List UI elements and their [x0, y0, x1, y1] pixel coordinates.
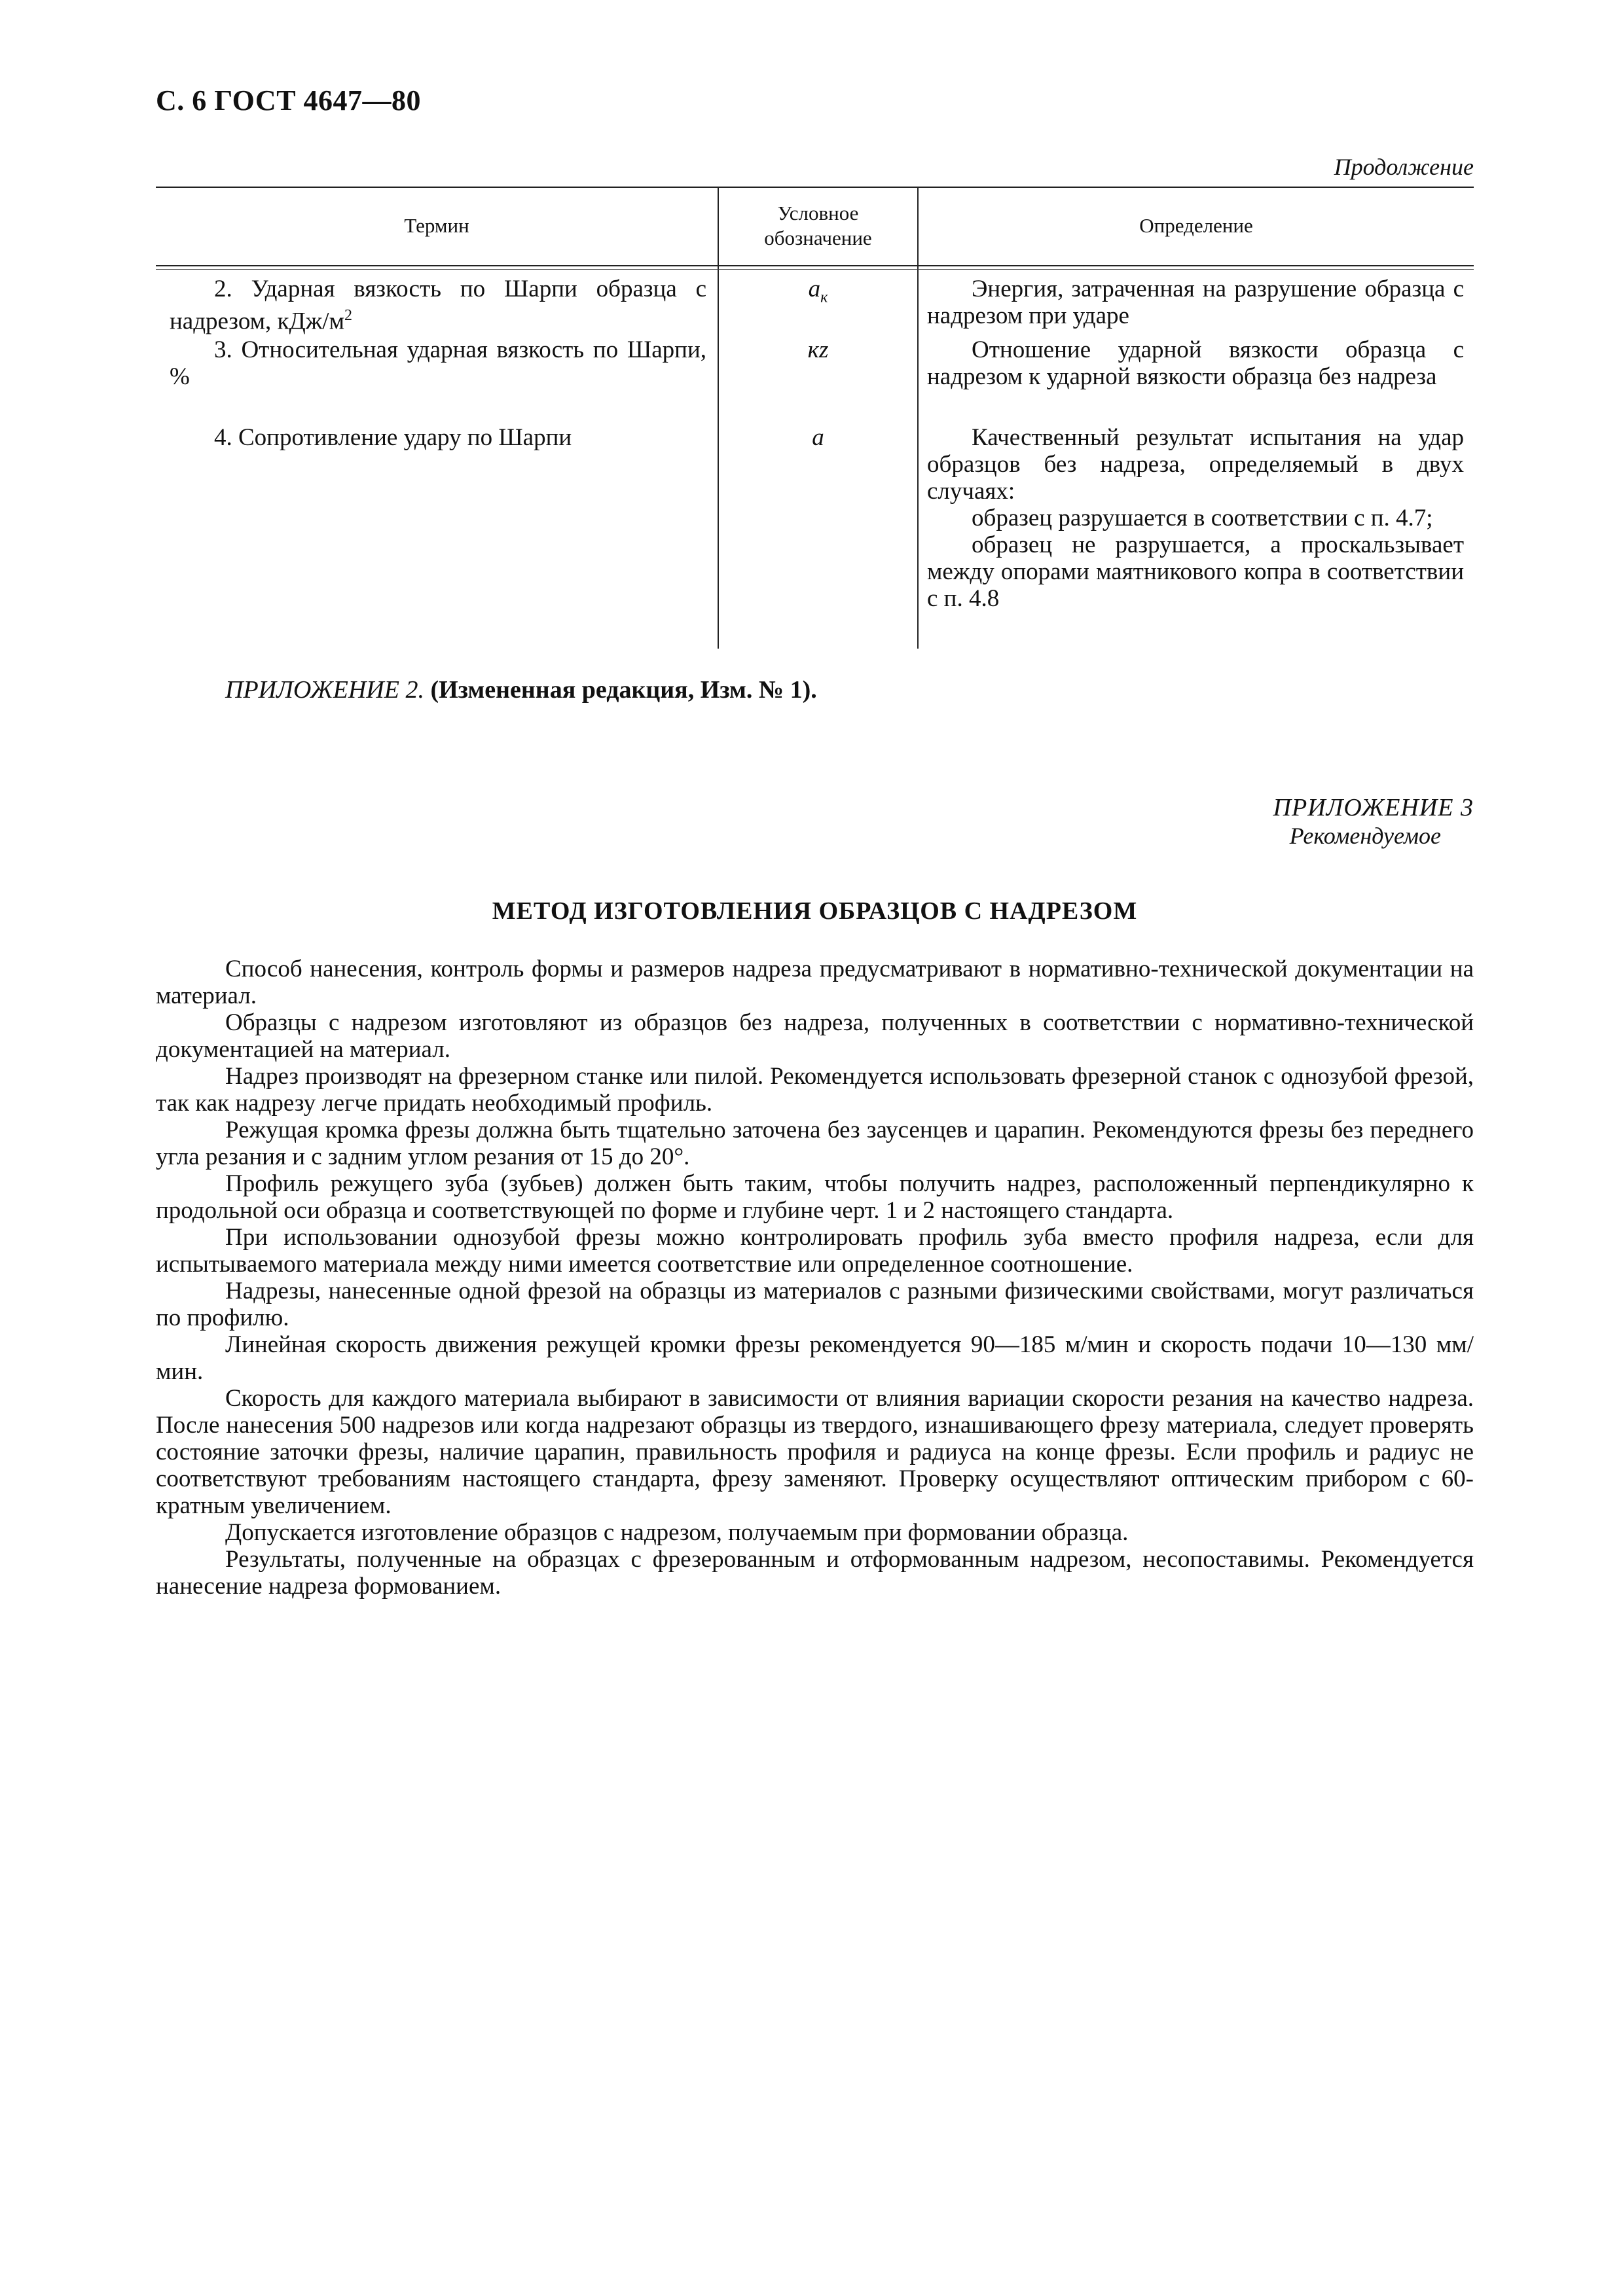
body-paragraph: При использовании однозубой фрезы можно контролировать профиль зуба вместо профиля надреза, если для испытываемого материала между ними имеется соответствие или определенное соотношение. — [156, 1224, 1474, 1278]
term-superscript: 2 — [344, 307, 353, 324]
table-row-definition — [927, 336, 1464, 390]
term-text: 2. Ударная вязкость по Шарпи образца с надрезом, кДж/м — [170, 276, 706, 335]
body-paragraph: Результаты, полученные на образцах с фрезерованным и отформованным надрезом, несопоставимы. Рекомендуется нанесение надреза формованием. — [156, 1546, 1474, 1600]
table-row-term — [170, 336, 706, 390]
body-paragraph: Надрез производят на фрезерном станке или пилой. Рекомендуется использовать фрезерной станок с однозубой фрезой, так как надрезу легче придать необходимый профиль. — [156, 1063, 1474, 1117]
term-text: 3. Относительная ударная вязкость по Шарпи, % — [170, 336, 706, 390]
term-text: 4. Сопротивление удару по Шарпи — [214, 424, 572, 451]
body-paragraph: Образцы с надрезом изготовляют из образцов без надреза, полученных в соответствии с нормативно-технической документацией на материал. — [156, 1009, 1474, 1063]
body-paragraph: Способ нанесения, контроль формы и размеров надреза предусматривают в нормативно-технической документации на материал. — [156, 956, 1474, 1009]
body-paragraph: Скорость для каждого материала выбирают в зависимости от влияния вариации скорости резания на качество надреза. После нанесения 500 надрезов или когда надрезают образцы из твердого, изнашивающего фрезу материала, следует проверять состояние заточки фрезы, наличие царапин, правильность профиля и радиуса на конце фрезы. Если профиль и радиус не соответствуют требованиям настоящего стандарта, фрезу заменяют. Проверку осуществляют оптическим прибором с 60-кратным увеличением. — [156, 1385, 1474, 1519]
annex3-title: ПРИЛОЖЕНИЕ 3 — [1273, 794, 1474, 821]
symbol-subscript: к — [820, 289, 828, 306]
table-header-symbol-text: Условное обозначение — [764, 202, 872, 249]
annex3-subtitle: Рекомендуемое — [1289, 823, 1441, 849]
continuation-label: Продолжение — [1334, 154, 1474, 180]
table-row-term — [170, 424, 706, 451]
table-row-symbol: a — [812, 424, 824, 451]
table-header-rule-double — [156, 269, 1474, 270]
table-header-symbol — [719, 187, 917, 265]
body-paragraph: Надрезы, нанесенные одной фрезой на образцы из материалов с разными физическими свойствами, могут различаться по профилю. — [156, 1278, 1474, 1331]
annex2-note-text: (Измененная редакция, Изм. № 1). — [430, 676, 817, 704]
section-heading: МЕТОД ИЗГОТОВЛЕНИЯ ОБРАЗЦОВ С НАДРЕЗОМ — [492, 897, 1138, 925]
table-header-rule — [156, 265, 1474, 266]
body-paragraph: Режущая кромка фрезы должна быть тщательно заточена без заусенцев и царапин. Рекомендуются фрезы без переднего угла резания и с задним углом резания от 15 до 20°. — [156, 1117, 1474, 1170]
body-paragraph: Профиль режущего зуба (зубьев) должен быть таким, чтобы получить надрез, расположенный перпендикулярно к продольной оси образца и соответствующей по форме и глубине черт. 1 и 2 настоящего стандарта. — [156, 1170, 1474, 1224]
body-paragraph: Допускается изготовление образцов с надрезом, получаемым при формовании образца. — [225, 1519, 1129, 1546]
symbol-base: a — [808, 276, 821, 302]
section-body — [156, 956, 1474, 1600]
table-header-definition: Определение — [1139, 214, 1253, 237]
definition-text: Качественный результат испытания на удар образцов без надреза, определяемый в двух случаях: — [927, 424, 1464, 505]
definition-text: Отношение ударной вязкости образца с надрезом к ударной вязкости образца без надреза — [927, 336, 1464, 390]
table-header-term: Термин — [404, 214, 469, 237]
terms-table — [156, 187, 1474, 649]
annex2-amendment-note — [225, 675, 817, 704]
table-row-symbol — [719, 276, 917, 311]
definition-text: образец не разрушается, а проскальзывает между опорами маятникового копра в соответствии с п. 4.8 — [927, 531, 1464, 612]
table-row-symbol: кz — [807, 336, 829, 363]
body-paragraph: Линейная скорость движения режущей кромки фрезы рекомендуется 90—185 м/мин и скорость подачи 10—130 мм/мин. — [156, 1331, 1474, 1385]
running-header: С. 6 ГОСТ 4647—80 — [156, 84, 422, 117]
table-row-definition — [927, 424, 1464, 612]
annex2-note-label: ПРИЛОЖЕНИЕ 2. — [225, 676, 424, 704]
table-row-definition — [927, 276, 1464, 329]
definition-text: образец разрушается в соответствии с п. 4.7; — [972, 505, 1433, 531]
table-row-term — [170, 276, 706, 334]
definition-text: Энергия, затраченная на разрушение образца с надрезом при ударе — [927, 276, 1464, 329]
